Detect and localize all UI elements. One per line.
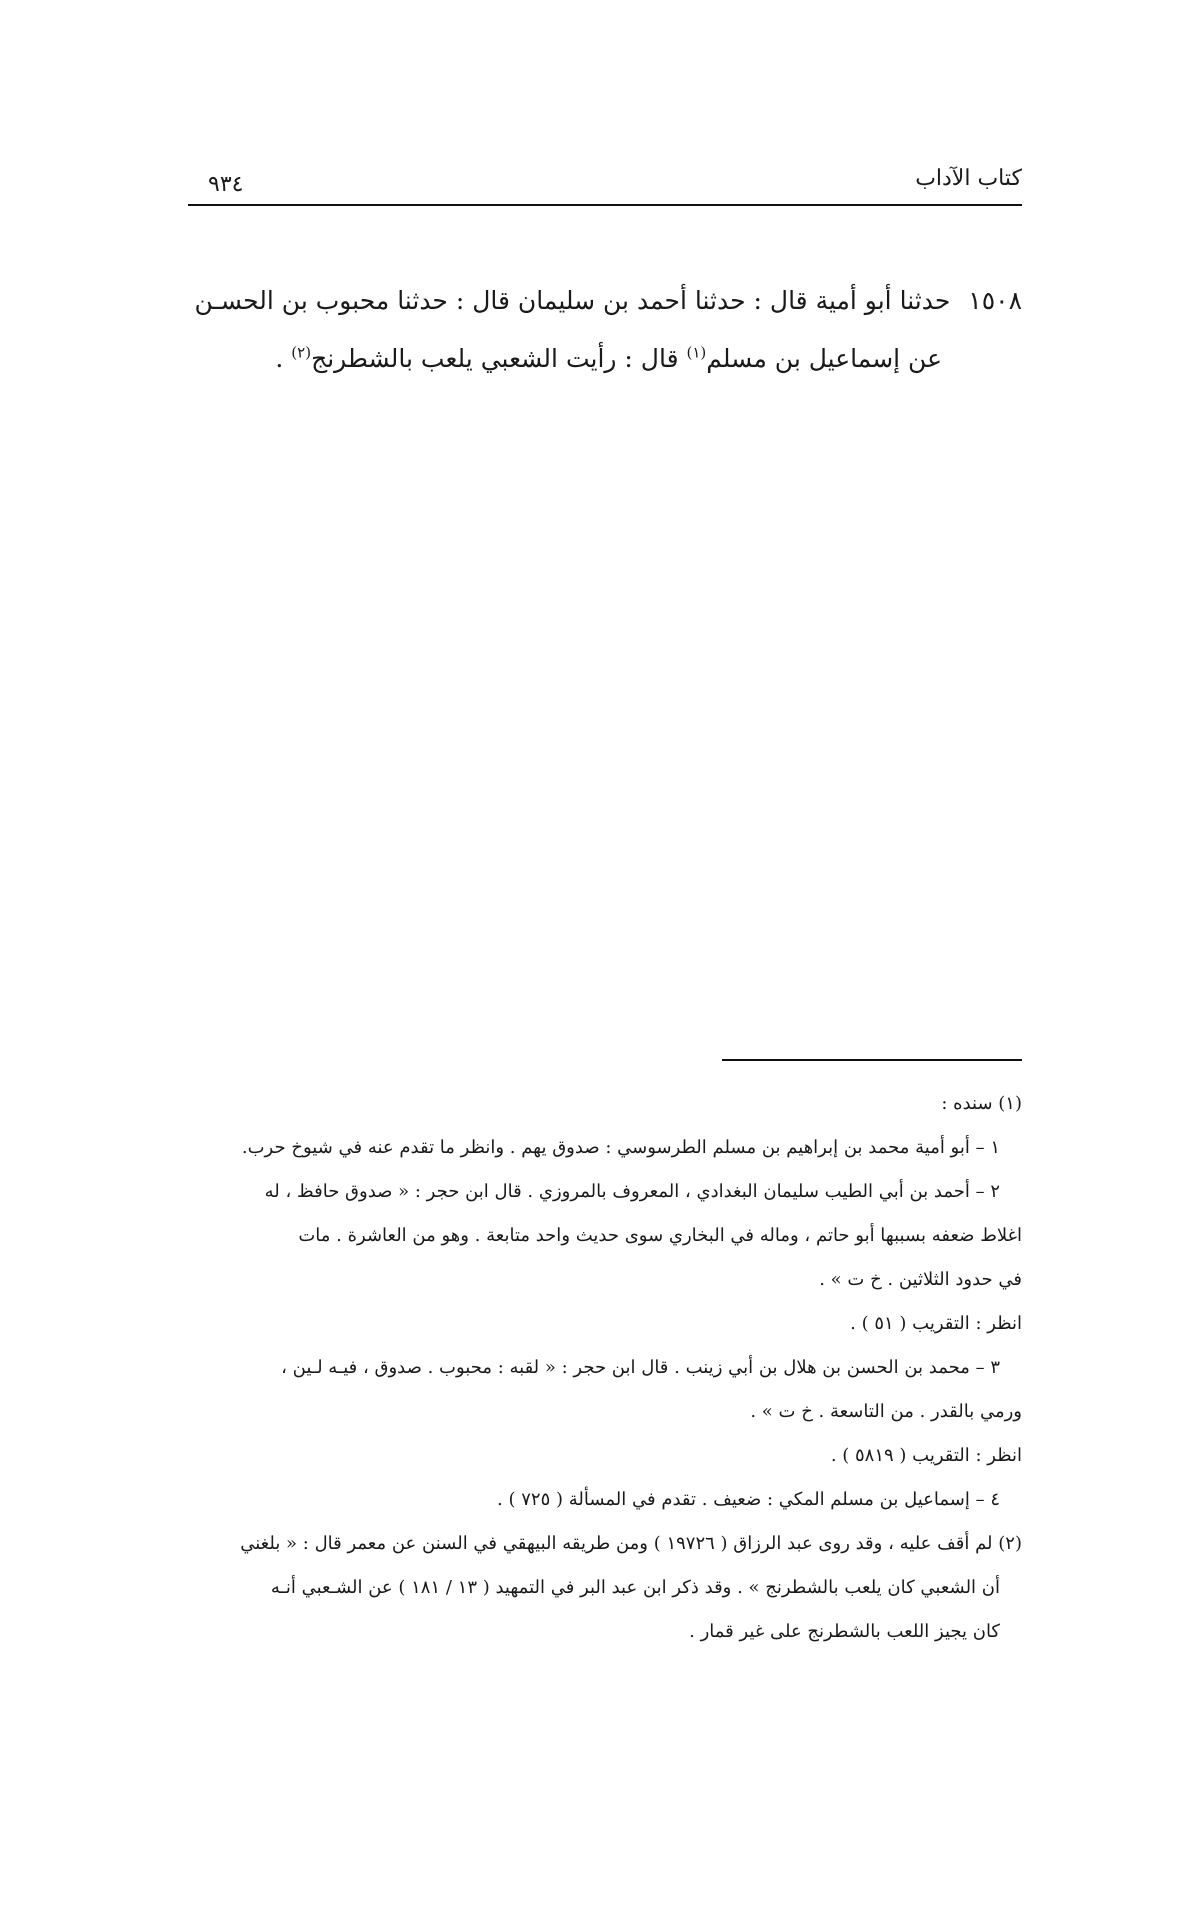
footnote-1-item-3-reference: انظر : التقريب ( ٥٨١٩ ) . — [830, 1445, 1022, 1466]
hadith-line-1-text: حدثنا أبو أمية قال : حدثنا أحمد بن سليمان قال : حدثنا محبوب بن الحسـن — [194, 286, 951, 315]
footnote-1-item-2-line-2: اغلاط ضعفه بسببها أبو حاتم ، وماله في البخاري سوى حديث واحد متابعة . وهو من العاشرة . مات — [298, 1225, 1022, 1246]
footnote-ref-2: (٢) — [291, 343, 312, 362]
page-number: ٩٣٤ — [208, 172, 244, 197]
footnote-1-item-2-line-3: في حدود الثلاثين . خ ت » . — [819, 1269, 1022, 1290]
footnote-1-item-2-reference: انظر : التقريب ( ٥١ ) . — [850, 1313, 1022, 1334]
footnote-1-item-3-line-1: ٣ – محمد بن الحسن بن هلال بن أبي زينب . قال ابن حجر : « لقبه : محبوب . صدوق ، فيـه لـين ، — [281, 1357, 1000, 1378]
page-header — [188, 164, 1022, 206]
footnote-1-heading: (١) سنده : — [941, 1093, 1022, 1114]
book-section-title: كتاب الآداب — [915, 166, 1022, 191]
footnote-1-item-4: ٤ – إسماعيل بن مسلم المكي : ضعيف . تقدم في المسألة ( ٧٢٥ ) . — [497, 1489, 1000, 1510]
footnote-1-item-2-line-1: ٢ – أحمد بن أبي الطيب سليمان البغدادي ، المعروف بالمروزي . قال ابن حجر : « صدوق حافظ ، له — [264, 1181, 1000, 1202]
footnote-separator — [722, 1059, 1022, 1061]
hadith-number: ١٥٠٨ — [968, 286, 1022, 315]
hadith-line-2-part-a: عن إسماعيل بن مسلم — [706, 344, 942, 373]
hadith-line-1 — [188, 272, 1022, 330]
hadith-line-2 — [188, 330, 1022, 388]
hadith-line-2-part-b: قال : رأيت الشعبي يلعب بالشطرنج — [311, 344, 687, 373]
footnotes — [186, 1082, 1022, 1654]
footnote-2-line-2: أن الشعبي كان يلعب بالشطرنج » . وقد ذكر ابن عبد البر في التمهيد ( ١٣ / ١٨١ ) عن الشـعبي أنـه — [270, 1577, 1000, 1598]
footnote-1-item-3-line-2: ورمي بالقدر . من التاسعة . خ ت » . — [750, 1401, 1022, 1422]
hadith-text — [188, 272, 1022, 388]
footnote-1-item-1: ١ – أبو أمية محمد بن إبراهيم بن مسلم الطرسوسي : صدوق يهم . وانظر ما تقدم عنه في شيوخ حرب. — [241, 1137, 1000, 1158]
hadith-line-2-part-c: . — [275, 344, 292, 373]
footnote-2-line-3: كان يجيز اللعب بالشطرنج على غير قمار . — [689, 1621, 1000, 1642]
footnote-ref-1: (١) — [686, 343, 707, 362]
footnote-2-line-1: (٢) لم أقف عليه ، وقد روى عبد الرزاق ( ١٩٧٢٦ ) ومن طريقه البيهقي في السنن عن معمر قال : « بلغني — [240, 1533, 1022, 1554]
